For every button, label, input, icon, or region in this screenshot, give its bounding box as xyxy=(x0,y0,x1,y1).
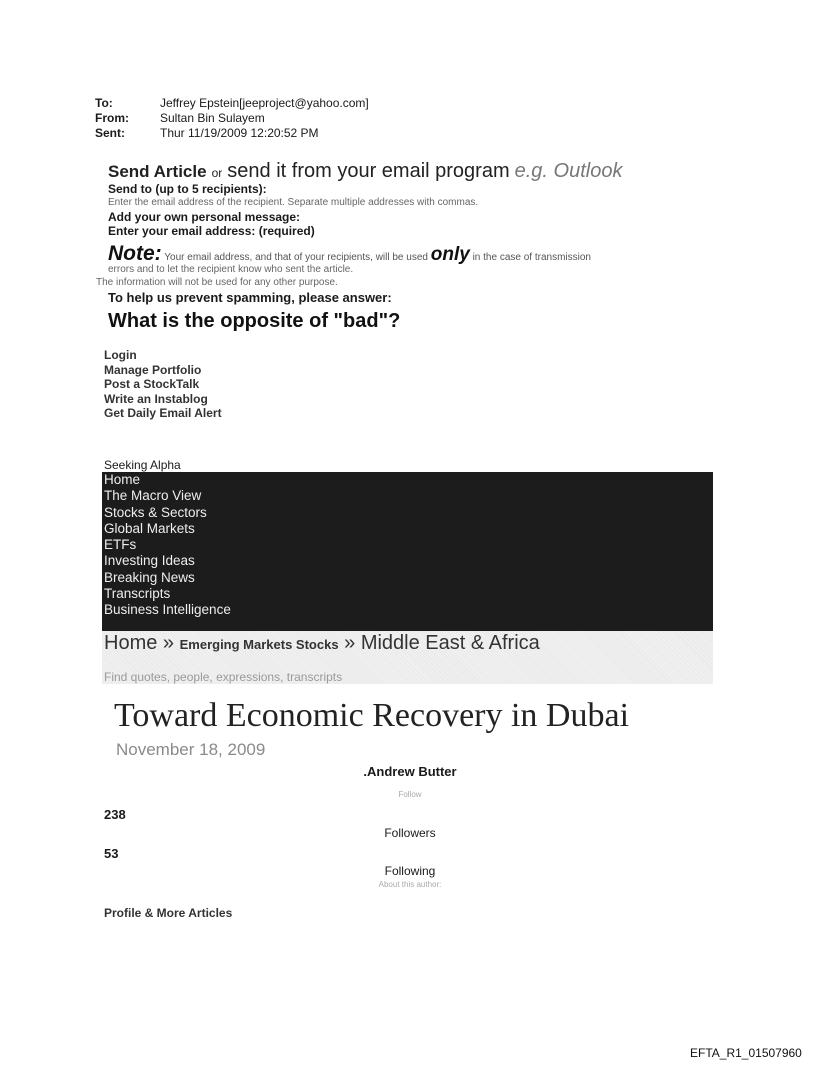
menu-manage-portfolio[interactable]: Manage Portfolio xyxy=(104,362,202,377)
note-line-3: The information will not be used for any other purpose. xyxy=(96,277,338,288)
or-text: or xyxy=(211,166,223,180)
profile-more-articles-link[interactable]: Profile & More Articles xyxy=(104,906,233,920)
spam-question: What is the opposite of "bad"? xyxy=(108,310,401,332)
menu-write-instablog[interactable]: Write an Instablog xyxy=(104,391,208,406)
user-menu xyxy=(104,348,222,421)
nav-stocks-sectors[interactable]: Stocks & Sectors xyxy=(104,504,207,520)
article-date: November 18, 2009 xyxy=(116,740,266,759)
nav-business-intelligence[interactable]: Business Intelligence xyxy=(104,602,231,618)
follow-button[interactable]: Follow xyxy=(398,790,422,799)
about-author-label: About this author: xyxy=(378,880,442,889)
sent-value: Thur 11/19/2009 12:20:52 PM xyxy=(160,126,319,140)
nav-breaking-news[interactable]: Breaking News xyxy=(104,569,195,585)
send-to-hint: Enter the email address of the recipient. Separate multiple addresses with commas. xyxy=(108,197,479,208)
send-article-link[interactable]: Send Article xyxy=(108,162,207,181)
from-label: From: xyxy=(95,111,129,125)
note-only: only xyxy=(430,244,470,265)
breadcrumb-emerging-markets[interactable]: Emerging Markets Stocks xyxy=(179,637,339,652)
site-logo-text[interactable]: Seeking Alpha xyxy=(104,458,181,472)
send-from-email-link[interactable]: send it from your email program xyxy=(227,160,510,182)
menu-login[interactable]: Login xyxy=(104,348,137,362)
following-count: 53 xyxy=(104,846,119,861)
nav-investing-ideas[interactable]: Investing Ideas xyxy=(104,553,195,569)
personal-message-label: Add your own personal message: xyxy=(108,210,301,224)
note-label: Note: xyxy=(108,242,162,265)
your-email-label: Enter your email address: (required) xyxy=(108,224,315,238)
note-line-2: errors and to let the recipient know who sent the article. xyxy=(108,264,354,275)
following-label[interactable]: Following xyxy=(384,864,436,878)
sent-label: Sent: xyxy=(95,126,125,140)
send-article-heading xyxy=(108,160,622,183)
author-bullet: . xyxy=(363,764,368,779)
article-title: Toward Economic Recovery in Dubai xyxy=(114,697,630,734)
to-value: Jeffrey Epstein[jeeproject@yahoo.com] xyxy=(160,96,369,110)
breadcrumb xyxy=(104,632,540,655)
author-name-text[interactable]: Andrew Butter xyxy=(367,764,457,779)
privacy-note xyxy=(108,242,591,266)
note-text-b: in the case of transmission xyxy=(472,252,591,263)
example-text: e.g. Outlook xyxy=(514,160,623,182)
nav-global-markets[interactable]: Global Markets xyxy=(104,520,195,536)
breadcrumb-separator: » xyxy=(344,632,356,654)
followers-count: 238 xyxy=(104,807,126,822)
from-value: Sultan Bin Sulayem xyxy=(160,111,265,125)
main-nav xyxy=(102,472,713,631)
search-input[interactable]: Find quotes, people, expressions, transcripts xyxy=(104,670,343,684)
breadcrumb-middle-east-africa[interactable]: Middle East & Africa xyxy=(360,632,540,654)
note-text-a: Your email address, and that of your recipients, will be used xyxy=(164,252,428,263)
send-to-label: Send to (up to 5 recipients): xyxy=(108,182,267,196)
nav-home[interactable]: Home xyxy=(104,472,141,487)
document-id: EFTA_R1_01507960 xyxy=(690,1046,802,1060)
menu-post-stocktalk[interactable]: Post a StockTalk xyxy=(104,377,200,391)
nav-macro-view[interactable]: The Macro View xyxy=(104,488,202,504)
menu-daily-email-alert[interactable]: Get Daily Email Alert xyxy=(104,406,222,420)
to-label: To: xyxy=(95,96,113,110)
followers-label[interactable]: Followers xyxy=(384,826,436,840)
breadcrumb-separator: » xyxy=(162,632,175,654)
author-name[interactable] xyxy=(330,764,490,779)
nav-transcripts[interactable]: Transcripts xyxy=(104,586,171,602)
breadcrumb-home[interactable]: Home xyxy=(104,632,158,654)
nav-etfs[interactable]: ETFs xyxy=(104,537,137,553)
spam-prompt: To help us prevent spamming, please answer: xyxy=(108,290,392,305)
